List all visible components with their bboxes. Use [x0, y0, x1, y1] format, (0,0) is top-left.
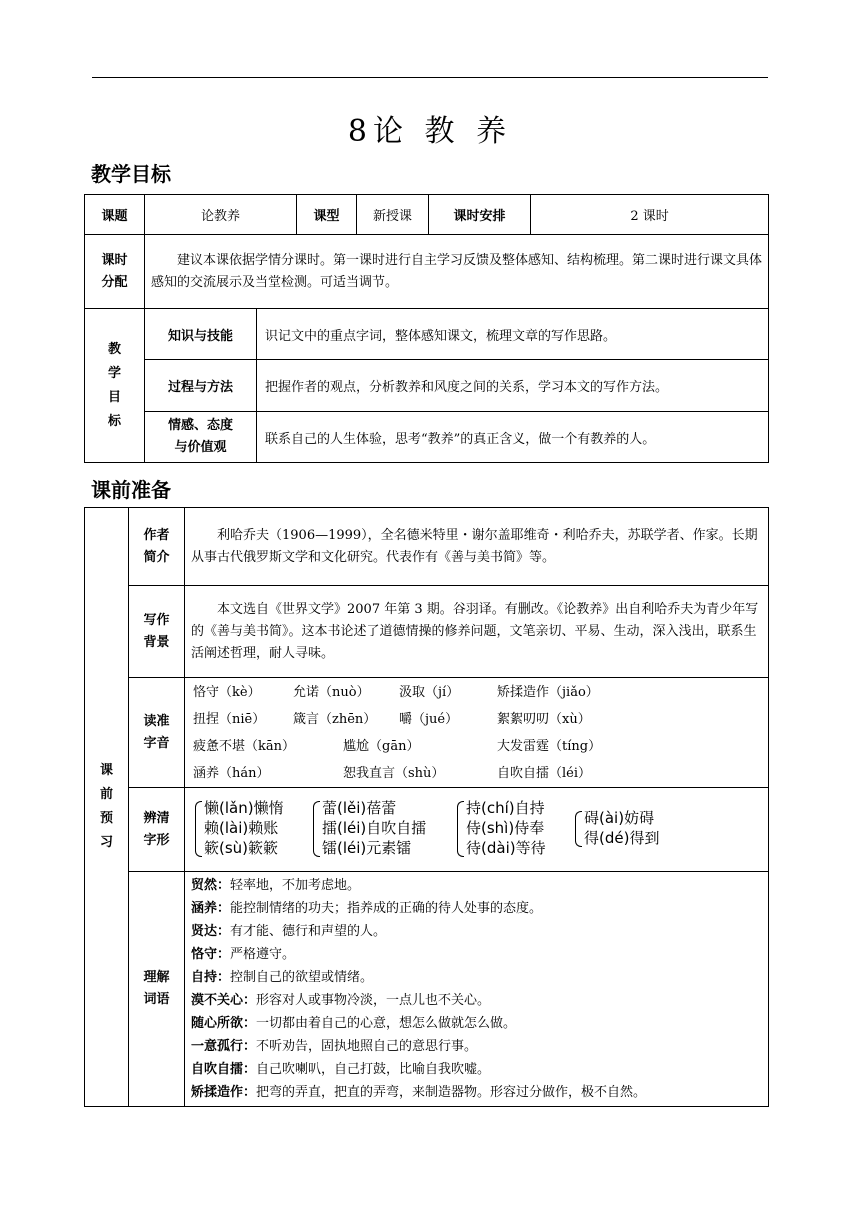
- vocab-def: 一切都由着自己的心意，想怎么做就怎么做。: [256, 1016, 517, 1031]
- reading-item: 嚼（jué）: [399, 711, 459, 727]
- background-row: [85, 586, 769, 678]
- confusable-entry: 簌(sù)簌簌: [204, 838, 279, 857]
- vocab-term: 一意孤行：: [191, 1039, 257, 1054]
- reading-item: 大发雷霆（tíng）: [497, 738, 602, 754]
- page-title: 8论 教 养: [347, 114, 513, 149]
- reading-item: 恪守（kè）: [193, 684, 261, 700]
- vocab-item: [191, 1035, 762, 1058]
- vocabulary-label: 理解 词语: [129, 872, 185, 1107]
- confusable-entry: 待(dài)等待: [466, 838, 546, 857]
- author-text: 利哈乔夫（1906—1999），全名德米特里・谢尔盖耶维奇・利哈乔夫，苏联学者、作家。长期从事古代俄罗斯文学和文化研究。代表作有《善与美书简》等。: [185, 508, 769, 586]
- background-text: 本文选自《世界文学》2007 年第 3 期。谷羽译。有删改。《论教养》出自利哈乔夫为青少年写的《善与美书简》。这本书论述了道德情操的修养问题，文笔亲切、平易、生动，深入浅出，联系生活阐述哲理，耐人寻味。: [185, 586, 769, 678]
- confusable-row: [85, 788, 769, 872]
- author-label: 作者 简介: [129, 508, 185, 586]
- vocab-def: 有才能、德行和声望的人。: [230, 924, 387, 939]
- section-heading-objectives: 教学目标: [91, 162, 171, 186]
- vocab-item: [191, 874, 762, 897]
- vocab-item: [191, 943, 762, 966]
- prep-side-label: 课 前 预 习: [85, 508, 129, 1107]
- vocab-term: 随心所欲：: [191, 1016, 257, 1031]
- vocab-term: 贸然：: [191, 878, 231, 893]
- vocab-term: 漠不关心：: [191, 993, 257, 1008]
- vocab-def: 不听劝告，固执地照自己的意思行事。: [256, 1039, 478, 1054]
- readings-row: [85, 678, 769, 788]
- vocab-def: 轻率地，不加考虑地。: [230, 878, 361, 893]
- confusable-entry: 侍(shì)侍奉: [466, 818, 545, 837]
- vocab-item: [191, 897, 762, 920]
- vocab-def: 自己吹喇叭，自己打鼓，比喻自我吹嘘。: [256, 1062, 491, 1077]
- brace-icon: [575, 811, 582, 847]
- vocab-item: [191, 989, 762, 1012]
- reading-item: 自吹自擂（léi）: [497, 765, 592, 781]
- schedule-value: 2 课时: [531, 195, 769, 235]
- section-heading-prep: 课前准备: [91, 478, 171, 502]
- background-label: 写作 背景: [129, 586, 185, 678]
- vocab-def: 形容对人或事物冷淡，一点儿也不关心。: [256, 993, 491, 1008]
- allocation-row: [85, 235, 769, 309]
- confusable-label: 辨清 字形: [129, 788, 185, 872]
- vocab-term: 矫揉造作：: [191, 1085, 257, 1100]
- confusable-group: [313, 798, 426, 858]
- type-label: 课型: [297, 195, 357, 235]
- confusable-entry: 蕾(lěi)蓓蕾: [322, 798, 397, 817]
- goal-label: 过程与方法: [145, 360, 257, 412]
- confusable-entry: 赖(lài)赖账: [204, 818, 279, 837]
- vocab-term: 涵养：: [191, 901, 231, 916]
- topic-value: 论教养: [145, 195, 297, 235]
- type-value: 新授课: [357, 195, 429, 235]
- goal-label: 知识与技能: [145, 309, 257, 360]
- confusable-group: [195, 798, 284, 858]
- prep-table: [84, 507, 769, 1107]
- vocab-item: [191, 920, 762, 943]
- vocab-term: 自持：: [191, 970, 231, 985]
- vocabulary-list: [185, 872, 769, 1107]
- confusable-entry: 得(dé)得到: [584, 828, 660, 847]
- vocab-def: 能控制情绪的功夫；指养成的正确的待人处事的态度。: [230, 901, 543, 916]
- vocabulary-row: [85, 872, 769, 1107]
- goals-label: 教 学 目 标: [85, 309, 145, 463]
- confusable-cell: [185, 788, 769, 872]
- goal-text: 把握作者的观点，分析教养和风度之间的关系，学习本文的写作方法。: [257, 360, 769, 412]
- goal-text: 识记文中的重点字词，整体感知课文，梳理文章的写作思路。: [257, 309, 769, 360]
- confusable-entry: 懒(lǎn)懒惰: [204, 798, 284, 817]
- header-rule: [92, 77, 768, 78]
- vocab-term: 贤达：: [191, 924, 231, 939]
- vocab-term: 自吹自擂：: [191, 1062, 257, 1077]
- schedule-label: 课时安排: [429, 195, 531, 235]
- brace-icon: [195, 801, 202, 857]
- brace-icon: [457, 801, 464, 857]
- vocab-item: [191, 1012, 762, 1035]
- vocab-item: [191, 1058, 762, 1081]
- allocation-text: 建议本课依据学情分课时。第一课时进行自主学习反馈及整体感知、结构梳理。第二课时进行课文具体感知的交流展示及当堂检测。可适当调节。: [145, 235, 769, 309]
- objectives-table: [84, 194, 769, 463]
- reading-item: 涵养（hán）: [193, 765, 270, 781]
- author-row: [85, 508, 769, 586]
- reading-item: 扭捏（niē）: [193, 711, 266, 727]
- reading-item: 允诺（nuò）: [293, 684, 370, 700]
- reading-item: 汲取（jí）: [399, 684, 460, 700]
- reading-item: 箴言（zhēn）: [293, 711, 377, 727]
- confusable-groups: [185, 790, 768, 870]
- vocab-def: 严格遵守。: [230, 947, 296, 962]
- reading-item: 絮絮叨叨（xù）: [497, 711, 591, 727]
- readings-label: 读准 字音: [129, 678, 185, 788]
- vocab-term: 恪守：: [191, 947, 231, 962]
- goal-text: 联系自己的人生体验，思考“教养”的真正含义，做一个有教养的人。: [257, 412, 769, 463]
- course-info-row: [85, 195, 769, 235]
- goal-row: [85, 412, 769, 463]
- reading-item: 矫揉造作（jiǎo）: [497, 684, 599, 700]
- vocab-def: 把弯的弄直，把直的弄弯，来制造器物。形容过分做作，极不自然。: [256, 1085, 647, 1100]
- goal-label: 情感、态度 与价值观: [145, 412, 257, 463]
- readings-grid: [185, 679, 768, 787]
- topic-label: 课题: [85, 195, 145, 235]
- vocab-def: 控制自己的欲望或情绪。: [230, 970, 374, 985]
- confusable-entry: 碍(ài)妨碍: [584, 808, 655, 827]
- readings-cell: [185, 678, 769, 788]
- confusable-entry: 擂(léi)自吹自擂: [322, 818, 427, 837]
- confusable-entry: 持(chí)自持: [466, 798, 545, 817]
- confusable-entry: 镭(léi)元素镭: [322, 838, 412, 857]
- confusable-group: [575, 808, 659, 848]
- vocab-item: [191, 1081, 762, 1104]
- vocab-item: [191, 966, 762, 989]
- goal-row: [85, 309, 769, 360]
- allocation-label: 课时 分配: [85, 235, 145, 309]
- goal-row: [85, 360, 769, 412]
- reading-item: 疲惫不堪（kān）: [193, 738, 296, 754]
- confusable-group: [457, 798, 546, 858]
- reading-item: 尴尬（gān）: [343, 738, 420, 754]
- brace-icon: [313, 801, 320, 857]
- reading-item: 恕我直言（shù）: [343, 765, 445, 781]
